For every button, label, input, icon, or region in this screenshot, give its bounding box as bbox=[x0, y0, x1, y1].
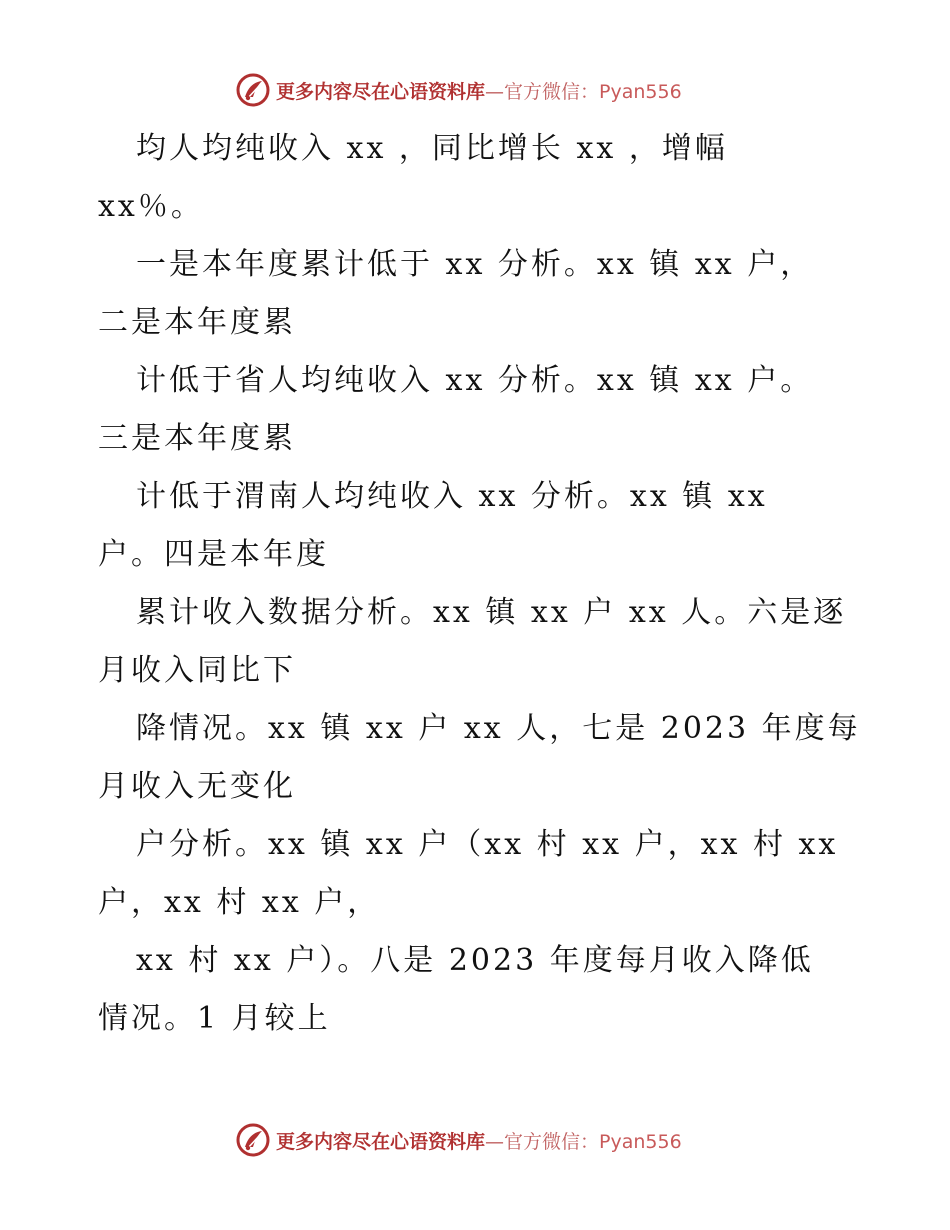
watermark-sub: —官方微信： bbox=[485, 1130, 600, 1153]
watermark-wechat-id: Pyan556 bbox=[599, 1130, 682, 1153]
watermark-text bbox=[276, 77, 682, 104]
watermark-text bbox=[276, 1127, 682, 1154]
text-line: xx 村 xx 户）。八是 2023 年度每月收入降低 bbox=[136, 943, 814, 978]
footer-watermark bbox=[236, 1122, 682, 1158]
text-line: 二是本年度累 bbox=[98, 305, 296, 340]
text-line: 一是本年度累计低于 xx 分析。xx 镇 xx 户， bbox=[136, 247, 814, 282]
document-body bbox=[98, 120, 861, 1048]
text-line: 均人均纯收入 xx ，同比增长 xx ，增幅 bbox=[136, 131, 728, 166]
text-line: 降情况。xx 镇 xx 户 xx 人，七是 2023 年度每 bbox=[136, 711, 861, 746]
watermark-wechat-id: Pyan556 bbox=[599, 80, 682, 103]
text-line: 三是本年度累 bbox=[98, 421, 296, 456]
text-line: 户，xx 村 xx 户， bbox=[98, 885, 381, 920]
text-line: 累计收入数据分析。xx 镇 xx 户 xx 人。六是逐 bbox=[136, 595, 847, 630]
text-line: 户分析。xx 镇 xx 户（xx 村 xx 户，xx 村 xx bbox=[136, 827, 839, 862]
watermark-main: 更多内容尽在心语资料库 bbox=[276, 1130, 486, 1153]
text-line: xx％。 bbox=[98, 189, 204, 224]
text-line: 计低于省人均纯收入 xx 分析。xx 镇 xx 户。 bbox=[136, 363, 814, 398]
header-watermark bbox=[236, 72, 682, 108]
watermark-main: 更多内容尽在心语资料库 bbox=[276, 80, 486, 103]
text-line: 月收入同比下 bbox=[98, 653, 296, 688]
text-line: 户。四是本年度 bbox=[98, 537, 329, 572]
seal-logo-icon bbox=[236, 1123, 270, 1157]
text-line: 计低于渭南人均纯收入 xx 分析。xx 镇 xx bbox=[136, 479, 768, 514]
watermark-sub: —官方微信： bbox=[485, 80, 600, 103]
text-line: 情况。1 月较上 bbox=[98, 1001, 331, 1036]
seal-logo-icon bbox=[236, 73, 270, 107]
text-line: 月收入无变化 bbox=[98, 769, 296, 804]
